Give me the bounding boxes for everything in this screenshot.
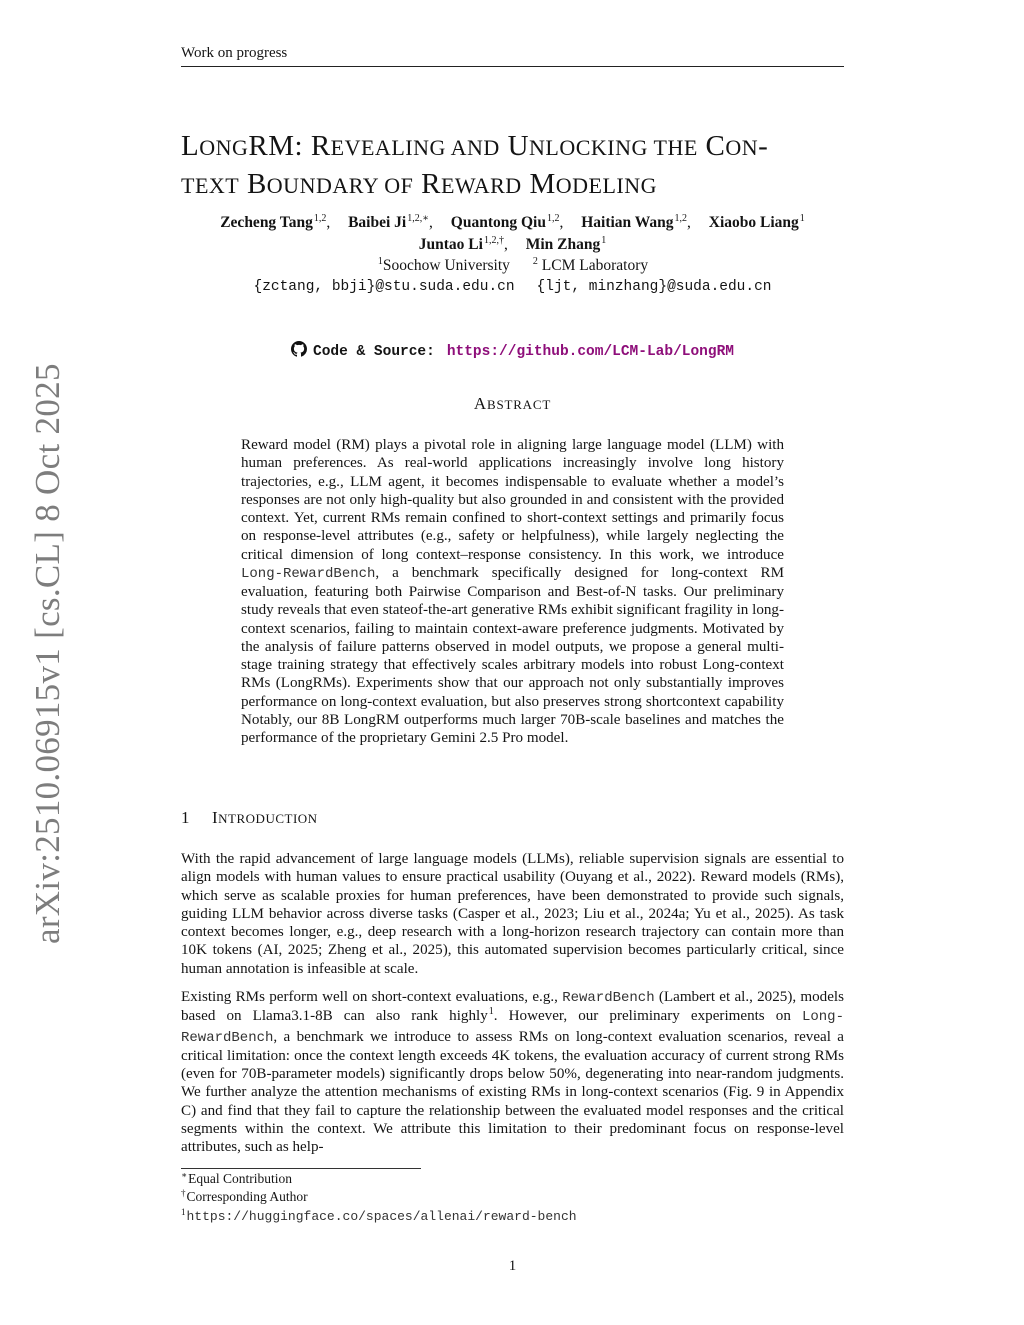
affiliation-name: Soochow University	[382, 257, 510, 274]
author-name: Quantong Qiu	[450, 214, 546, 231]
email-group: {ljt, minzhang}@suda.edu.cn	[536, 279, 772, 295]
author-list-line-1: Zecheng Tang$^{1,2}$, Baibei $Ji^{1,2,∗}$, Quantong Qiu$^{1,2}$, Haitian Wang$^{1,2}$, Xiaobo Liang$^1$	[220, 213, 805, 231]
author-affil-mark: 1	[799, 213, 805, 224]
author-affil-mark: 1,2	[674, 213, 688, 224]
code-source-line	[181, 341, 844, 360]
code-source-label: Code & Source:	[313, 344, 435, 360]
intro-paragraph-2: Existing RMs perform well on short-context evaluations, e.g., RewardBench (Lambert et al., 2025), models based on Llama3.1-8B can also rank highly$^1$. However, our preliminary experiments on Long-RewardBench, a benchmark we introduce to assess RMs on long-context evaluation scenarios, reveal a critical limitation: once the context length exceeds 4K tokens, the evaluation accuracy of current strong RMs (even for 70B-parameter models) significantly drops below 50%, degenerating into near-random judgments. We further analyze the attention mechanisms of existing RMs in long-context scenarios (Fig. 9 in Appendix C) and find that they fail to capture the relationship between the evaluated model responses and the critical segments within the context. We attribute this limitation to their predominant focus on response-level attributes, such as help-	[181, 989, 844, 1155]
author-list-line-2: Juntao $Li^{1,2,\dagger}$, Min Zhang$^1$	[418, 235, 607, 253]
github-icon	[291, 341, 307, 357]
footnote-corresponding-author: †Corresponding Author	[181, 1188, 308, 1204]
paper-title	[181, 128, 844, 204]
author-name: Haitian Wang	[581, 214, 674, 231]
footnote-url[interactable]: $^1$https://huggingface.co/spaces/allenai/reward-bench	[181, 1207, 577, 1224]
affiliation-name: LCM Laboratory	[541, 257, 649, 274]
email-group: {zctang, bbji}@stu.suda.edu.cn	[253, 279, 515, 295]
author-name: Juntao Li	[418, 236, 483, 253]
running-head: Work on progress	[181, 45, 288, 61]
footnote-rule	[181, 1168, 421, 1169]
abstract-body: Reward model (RM) plays a pivotal role in aligning large language model (LLM) with human preferences. As real-world applications increasingly involve long history trajectories, e.g., LLM agent, it becomes indispensable to evaluate whether a model’s responses are not only high-quality but also grounded in and consistent with the provided context. Yet, current RMs remain confined to short-context settings and primarily focus on response-level attributes (e.g., safety or helpfulness), while largely neglecting the critical dimension of long context–response consistency. In this work, we introduce Long-RewardBench, a benchmark specifically designed for long-context RM evaluation, featuring both Pairwise Comparison and Best-of-N tasks. Our preliminary study reveals that even stateof-the-art generative RMs exhibit significant fragility in long-context scenarios, failing to maintain context-aware preference judgments. Motivated by the analysis of failure patterns observed in model outputs, we propose a general multi-stage training strategy that effectively scales arbitrary models into robust Long-context RMs (LongRMs). Experiments show that our approach not only substantially improves performance on long-context evaluation, but also preserves strong shortcontext capability Notably, our 8B LongRM outperforms much larger 70B-scale baselines and matches the performance of the proprietary Gemini 2.5 Pro model.	[241, 437, 784, 746]
section-heading-introduction: 1 INTRODUCTION	[181, 808, 318, 827]
section-number: 1	[181, 808, 190, 827]
intro-paragraph-1: With the rapid advancement of large language models (LLMs), reliable supervision signals are essential to align models with human values to ensure practical usability (Ouyang et al., 2022). Reward models (RMs), which serve as scalable proxies for human preferences, have been demonstrated to provide such signals, guiding LLM behavior across diverse tasks (Casper et al., 2023; Liu et al., 2024a; Yu et al., 2025). As task context becomes longer, e.g., deep research with a long-horizon research trajectory can contain more than 10K tokens (AI, 2025; Zheng et al., 2025), this automated supervision becomes particularly critical, since human annotation is infeasible at scale.	[181, 851, 844, 977]
benchmark-name: Long-RewardBench	[181, 1009, 844, 1046]
title-line-1: LONGRM: REVEALING AND UNLOCKING THE CON-	[181, 130, 769, 162]
author-name: Zecheng Tang	[220, 214, 313, 231]
author-emails	[181, 279, 844, 295]
author-affil-mark: 1,2,∗	[407, 213, 430, 224]
author-name: Baibei Ji	[348, 214, 407, 231]
arxiv-identifier-stamp: arXiv:2510.06915v1 [cs.CL] 8 Oct 2025	[28, 363, 67, 944]
author-affil-mark: 1	[601, 235, 607, 246]
affiliations: $^1$Soochow University $^2$ LCM Laboratory	[377, 256, 649, 274]
author-affil-mark: 1,2,†	[483, 235, 504, 246]
benchmark-name: Long-RewardBench	[241, 565, 376, 582]
title-line-2: TEXT BOUNDARY OF REWARD MODELING	[181, 168, 658, 200]
footnote-ref[interactable]: 1	[488, 1006, 494, 1018]
benchmark-name: RewardBench	[562, 990, 655, 1006]
title-smallcaps-1: L	[181, 130, 200, 162]
author-name: Min Zhang	[525, 236, 601, 253]
author-name: Xiaobo Liang	[708, 214, 799, 231]
footnote-equal-contribution: ∗Equal Contribution	[181, 1170, 292, 1186]
author-affil-mark: 1,2	[546, 213, 560, 224]
author-affil-mark: 1,2	[313, 213, 327, 224]
page-number: 1	[508, 1258, 517, 1274]
header-rule	[181, 66, 844, 67]
github-repo-link[interactable]: https://github.com/LCM-Lab/LongRM	[446, 344, 734, 360]
abstract-heading: ABSTRACT	[473, 394, 552, 413]
